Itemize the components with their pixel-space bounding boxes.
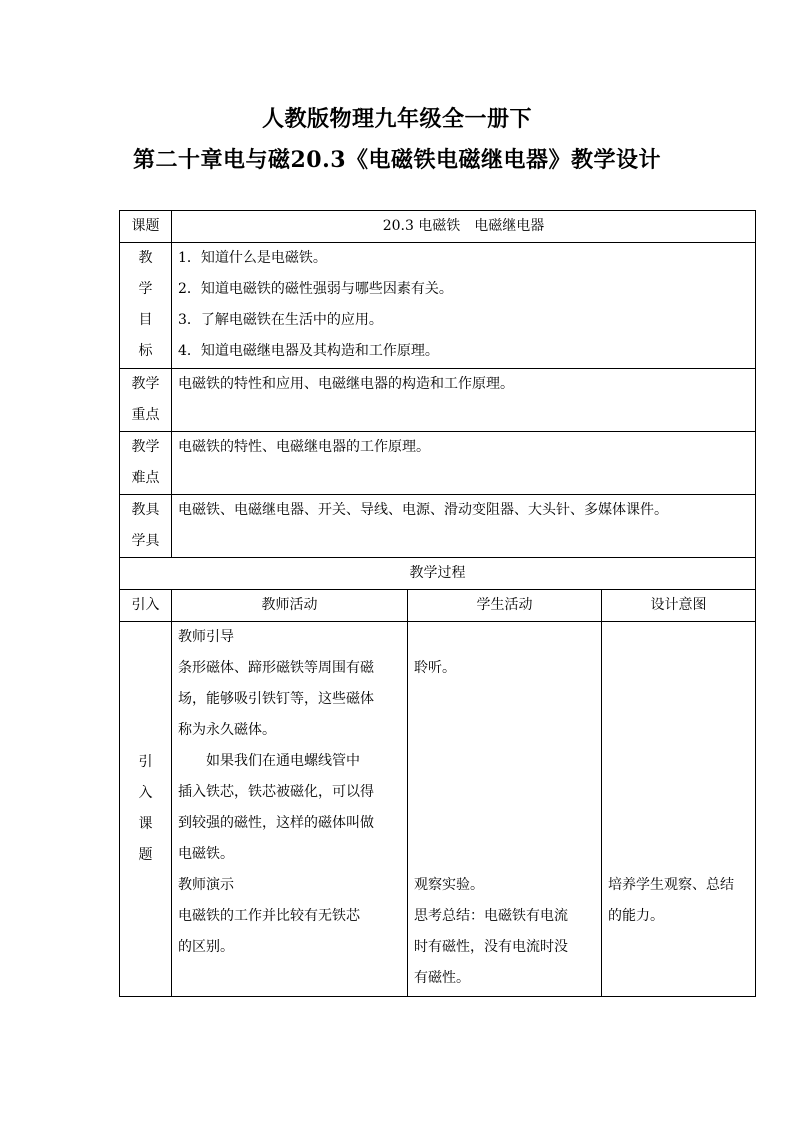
process-heading: 教学过程: [120, 558, 756, 590]
column-header-intent: 设计意图: [602, 590, 756, 622]
student-line: [414, 746, 595, 777]
document-title-line2: 第二十章电与磁20.3《电磁铁电磁继电器》教学设计: [132, 147, 662, 173]
column-header-student: 学生活动: [408, 590, 602, 622]
goals-label: [120, 243, 172, 369]
student-line: [414, 715, 595, 746]
intent-line: [608, 622, 749, 653]
stage-label-char: 题: [138, 847, 153, 863]
teacher-line: 的区别。: [178, 939, 234, 955]
teacher-line: 如果我们在通电螺线管中: [206, 753, 360, 769]
teacher-line: 场，能够吸引铁钉等，这些磁体: [178, 691, 374, 707]
goals-list: [172, 243, 756, 369]
stage-label-char: 引: [138, 754, 153, 770]
column-header-stage: 引入: [120, 590, 172, 622]
teacher-line: 教师演示: [178, 877, 234, 893]
document-title-line1: 人教版物理九年级全一册下: [261, 106, 532, 132]
key-points-label-line: 重点: [131, 407, 160, 423]
tools-label-line: 学具: [131, 533, 160, 549]
process-heading-row: [120, 558, 756, 590]
difficult-points-label: [120, 432, 172, 495]
intent-line: [608, 653, 749, 684]
intent-line: [608, 839, 749, 870]
student-line: 聆听。: [414, 660, 456, 676]
stage-label-char: 课: [138, 816, 153, 832]
intent-line: [608, 715, 749, 746]
teacher-line: 电磁铁。: [178, 846, 234, 862]
topic-row: [120, 211, 756, 243]
student-line: [414, 839, 595, 870]
teacher-line: 插入铁芯，铁芯被磁化，可以得: [178, 784, 374, 800]
key-points-label: [120, 369, 172, 432]
process-header-row: [120, 590, 756, 622]
goals-label-char: 教: [138, 250, 153, 266]
teacher-line: 称为永久磁体。: [178, 722, 276, 738]
tools-value: 电磁铁、电磁继电器、开关、导线、电源、滑动变阻器、大头针、多媒体课件。: [172, 495, 756, 558]
goals-row: [120, 243, 756, 369]
goal-item: 1．知道什么是电磁铁。: [178, 250, 327, 266]
design-intent-cell: [602, 622, 756, 997]
intent-line: [608, 777, 749, 808]
column-header-teacher: 教师活动: [172, 590, 408, 622]
key-points-value: 电磁铁的特性和应用、电磁继电器的构造和工作原理。: [172, 369, 756, 432]
tools-label: [120, 495, 172, 558]
lesson-plan-table: [119, 210, 756, 997]
topic-label: 课题: [120, 211, 172, 243]
teacher-line: 条形磁体、蹄形磁铁等周围有磁: [178, 660, 374, 676]
tools-label-line: 教具: [131, 502, 160, 518]
student-line: [414, 777, 595, 808]
goal-item: 3．了解电磁铁在生活中的应用。: [178, 312, 383, 328]
intent-line: 的能力。: [608, 908, 664, 924]
stage-label: [120, 622, 172, 997]
student-line: 观察实验。: [414, 877, 484, 893]
teacher-line: 教师引导: [178, 629, 234, 645]
goals-label-char: 学: [138, 281, 153, 297]
student-activity-cell: [408, 622, 602, 997]
key-points-row: [120, 369, 756, 432]
stage-label-char: 入: [138, 785, 153, 801]
teacher-line: 电磁铁的工作并比较有无铁芯: [178, 908, 360, 924]
teacher-line: 到较强的磁性，这样的磁体叫做: [178, 815, 374, 831]
intent-line: 培养学生观察、总结: [608, 877, 734, 893]
difficult-points-label-line: 教学: [131, 439, 160, 455]
student-line: [414, 622, 595, 653]
difficult-points-value: 电磁铁的特性、电磁继电器的工作原理。: [172, 432, 756, 495]
intent-line: [608, 808, 749, 839]
teacher-activity-cell: [172, 622, 408, 997]
difficult-points-label-line: 难点: [131, 470, 160, 486]
process-row-intro: [120, 622, 756, 997]
goals-label-char: 标: [138, 343, 153, 359]
difficult-points-row: [120, 432, 756, 495]
intent-line: [608, 746, 749, 777]
student-line: 有磁性。: [414, 970, 470, 986]
intent-line: [608, 684, 749, 715]
tools-row: [120, 495, 756, 558]
goals-label-char: 目: [138, 312, 153, 328]
student-line: [414, 808, 595, 839]
goal-item: 4．知道电磁继电器及其构造和工作原理。: [178, 343, 439, 359]
key-points-label-line: 教学: [131, 376, 160, 392]
student-line: 时有磁性，没有电流时没: [414, 939, 568, 955]
student-line: 思考总结：电磁铁有电流: [414, 908, 568, 924]
goal-item: 2．知道电磁铁的磁性强弱与哪些因素有关。: [178, 281, 453, 297]
topic-value: 20.3 电磁铁 电磁继电器: [172, 211, 756, 243]
student-line: [414, 684, 595, 715]
